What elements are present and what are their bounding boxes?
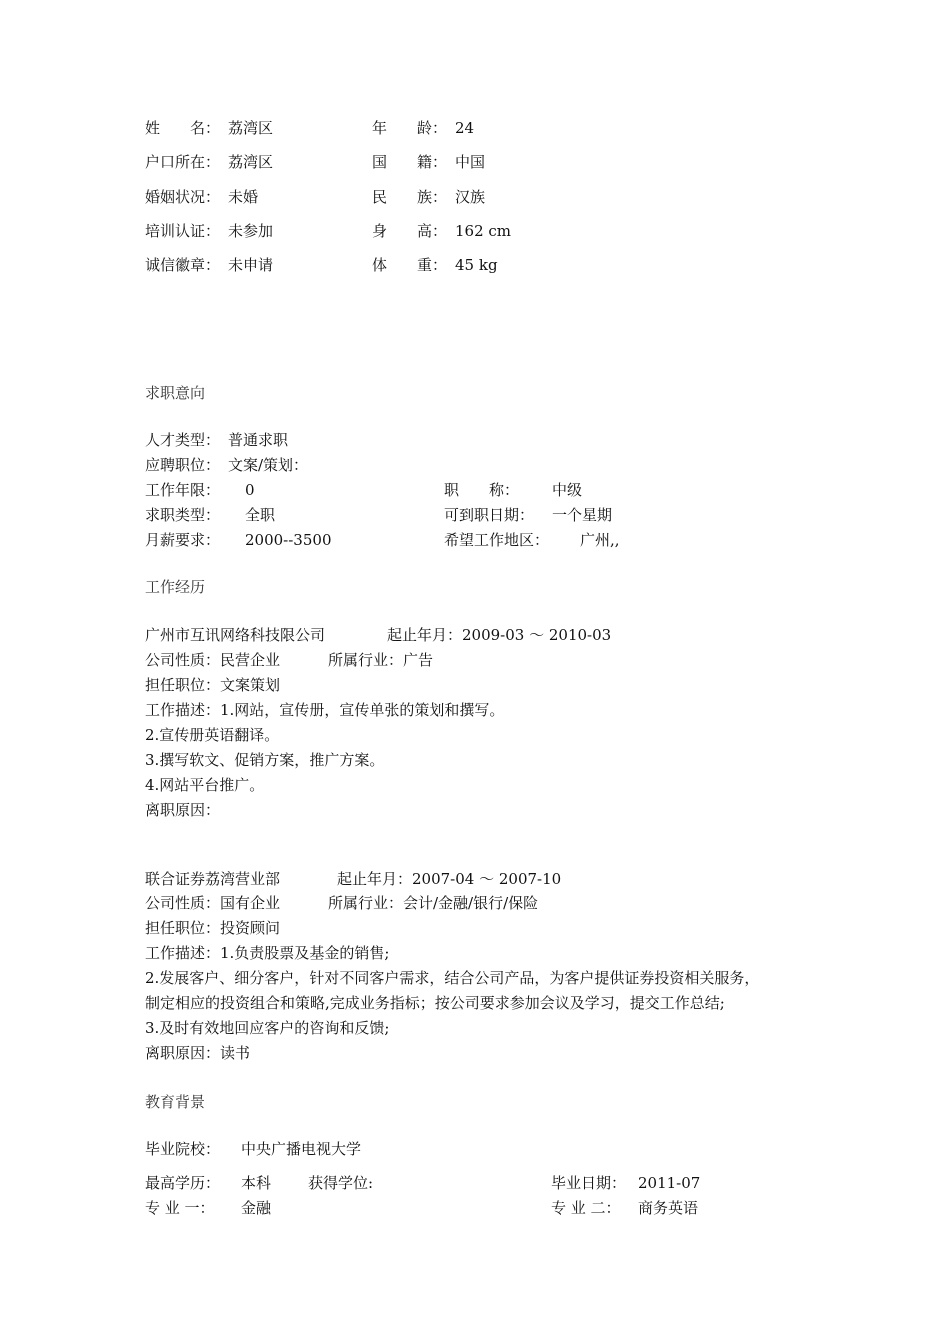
obtained-degree-label: 获得学位: <box>308 1174 374 1192</box>
position-label: 应聘职位： <box>145 456 221 474</box>
job2-desc-line: 2.发展客户、细分客户，针对不同客户需求，结合公司产品，为客户提供证券投资相关服务， <box>145 969 760 987</box>
job1-desc-line: 工作描述：1.网站，宣传册，宣传单张的策划和撰写。 <box>145 701 505 719</box>
job1-industry: 所属行业：广告 <box>328 651 434 669</box>
credit-value: 未申请 <box>228 256 274 274</box>
height-value: 162 cm <box>455 222 512 240</box>
location-label: 希望工作地区： <box>444 531 550 549</box>
talent-type-value: 普通求职 <box>228 431 289 449</box>
job2-nature: 公司性质：国有企业 <box>145 894 281 912</box>
job1-leave-reason: 离职原因： <box>145 801 221 819</box>
position-value: 文案/策划： <box>228 456 309 474</box>
job2-role: 担任职位：投资顾问 <box>145 919 281 937</box>
job1-desc-line: 3.撰写软文、促销方案，推广方案。 <box>145 751 385 769</box>
degree-label: 最高学历： <box>145 1174 221 1192</box>
job1-nature: 公司性质：民营企业 <box>145 651 281 669</box>
nationality-label: 国 籍： <box>372 153 448 171</box>
location-value: 广州,, <box>580 531 620 549</box>
job1-role: 担任职位：文案策划 <box>145 676 281 694</box>
marital-label: 婚姻状况： <box>145 188 221 206</box>
job2-period: 起止年月：2007-04 ～ 2007-10 <box>337 870 562 888</box>
major2-value: 商务英语 <box>638 1199 699 1217</box>
major2-label: 专 业 二： <box>551 1199 621 1217</box>
job1-company: 广州市互讯网络科技限公司 <box>145 626 326 644</box>
experience-heading: 工作经历 <box>145 578 206 596</box>
ethnicity-value: 汉族 <box>455 188 486 206</box>
ethnicity-label: 民 族： <box>372 188 448 206</box>
job2-desc-line: 工作描述：1.负责股票及基金的销售; <box>145 944 390 962</box>
years-value: 0 <box>245 481 255 499</box>
nationality-value: 中国 <box>455 153 486 171</box>
salary-label: 月薪要求： <box>145 531 221 549</box>
job1-period: 起止年月：2009-03 ～ 2010-03 <box>387 626 612 644</box>
title-value: 中级 <box>552 481 583 499</box>
job2-industry: 所属行业：会计/金融/银行/保险 <box>328 894 539 912</box>
credit-label: 诚信徽章： <box>145 256 221 274</box>
talent-type-label: 人才类型： <box>145 431 221 449</box>
age-label: 年 龄： <box>372 119 448 137</box>
hukou-label: 户口所在： <box>145 153 221 171</box>
major1-value: 金融 <box>241 1199 272 1217</box>
weight-label: 体 重： <box>372 256 448 274</box>
intent-heading: 求职意向 <box>145 384 206 402</box>
name-label: 姓 名： <box>145 119 221 137</box>
training-label: 培训认证： <box>145 222 221 240</box>
training-value: 未参加 <box>228 222 274 240</box>
degree-value: 本科 <box>241 1174 272 1192</box>
job2-desc-line: 制定相应的投资组合和策略,完成业务指标；按公司要求参加会议及学习，提交工作总结; <box>145 994 725 1012</box>
job2-desc-line: 3.及时有效地回应客户的咨询和反馈; <box>145 1019 390 1037</box>
salary-value: 2000--3500 <box>245 531 332 549</box>
school-label: 毕业院校： <box>145 1140 221 1158</box>
weight-value: 45 kg <box>455 256 498 274</box>
job2-leave-reason: 离职原因：读书 <box>145 1044 251 1062</box>
height-label: 身 高： <box>372 222 448 240</box>
available-label: 可到职日期： <box>444 506 535 524</box>
age-value: 24 <box>455 119 475 137</box>
available-value: 一个星期 <box>552 506 613 524</box>
job1-desc-line: 2.宣传册英语翻译。 <box>145 726 280 744</box>
job1-desc-line: 4.网站平台推广。 <box>145 776 265 794</box>
job2-company: 联合证券荔湾营业部 <box>145 870 281 888</box>
job-type-value: 全职 <box>245 506 276 524</box>
title-label: 职 称： <box>444 481 520 499</box>
grad-date-value: 2011-07 <box>638 1174 701 1192</box>
grad-date-label: 毕业日期： <box>551 1174 627 1192</box>
school-value: 中央广播电视大学 <box>241 1140 362 1158</box>
job-type-label: 求职类型： <box>145 506 221 524</box>
years-label: 工作年限： <box>145 481 221 499</box>
name-value: 荔湾区 <box>228 119 274 137</box>
marital-value: 未婚 <box>228 188 259 206</box>
hukou-value: 荔湾区 <box>228 153 274 171</box>
education-heading: 教育背景 <box>145 1093 206 1111</box>
major1-label: 专 业 一： <box>145 1199 215 1217</box>
